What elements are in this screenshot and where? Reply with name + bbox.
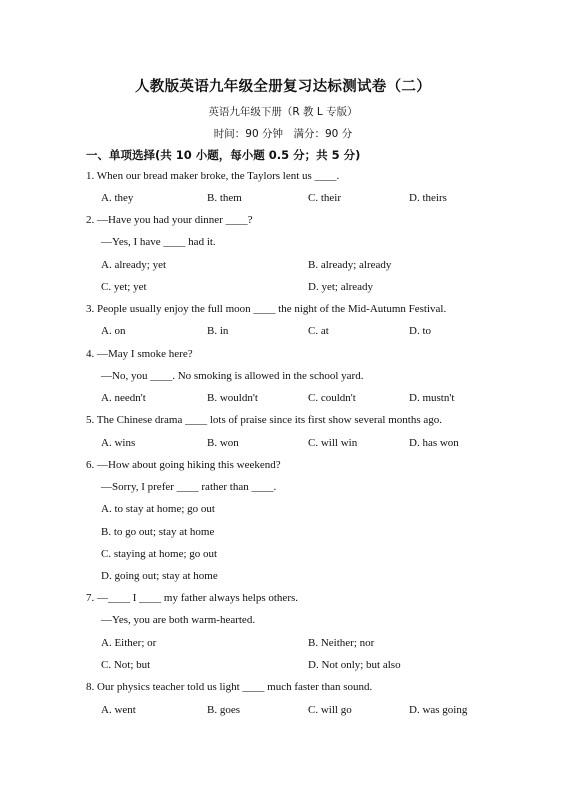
question-5-option-a: A. wins: [101, 437, 136, 449]
question-6-stem: 6. —How about going hiking this weekend?: [86, 459, 281, 471]
question-7-option-b: B. Neither; nor: [308, 637, 375, 649]
question-4-option-d: D. mustn't: [409, 392, 455, 404]
question-3-option-a: A. on: [101, 325, 126, 337]
question-6-dialog: —Sorry, I prefer ____ rather than ____.: [101, 481, 277, 493]
question-7-option-d: D. Not only; but also: [308, 659, 401, 671]
question-4-option-b: B. wouldn't: [207, 392, 258, 404]
question-8-option-b: B. goes: [207, 704, 240, 716]
question-8-option-a: A. went: [101, 704, 136, 716]
question-8-option-d: D. was going: [409, 704, 468, 716]
question-2-stem: 2. —Have you had your dinner ____?: [86, 214, 253, 226]
question-3-option-d: D. to: [409, 325, 431, 337]
question-3-option-c: C. at: [308, 325, 329, 337]
question-5-option-c: C. will win: [308, 437, 358, 449]
question-7-dialog: —Yes, you are both warm-hearted.: [101, 614, 256, 626]
question-7-option-a: A. Either; or: [101, 637, 157, 649]
question-8-option-c: C. will go: [308, 704, 352, 716]
question-5-option-b: B. won: [207, 437, 239, 449]
question-4-dialog: —No, you ____. No smoking is allowed in the school yard.: [101, 370, 364, 382]
section-heading: 一、单项选择(共 10 小题，每小题 0.5 分；共 5 分): [86, 148, 361, 162]
question-5-option-d: D. has won: [409, 437, 459, 449]
question-7-stem: 7. —____ I ____ my father always helps others.: [86, 592, 299, 604]
question-2-option-c: C. yet; yet: [101, 281, 147, 293]
question-5-stem: 5. The Chinese drama ____ lots of praise since its first show several months ago.: [86, 414, 443, 426]
question-2-option-b: B. already; already: [308, 259, 392, 271]
question-2-dialog: —Yes, I have ____ had it.: [101, 236, 216, 248]
question-6-option-a: A. to stay at home; go out: [101, 503, 215, 515]
question-3-stem: 3. People usually enjoy the full moon ____ the night of the Mid-Autumn Festival.: [86, 303, 447, 315]
exam-time-info: 时间：90 分钟 满分：90 分: [213, 128, 353, 140]
question-1-stem: 1. When our bread maker broke, the Taylors lent us ____.: [86, 170, 340, 182]
question-4-stem: 4. —May I smoke here?: [86, 348, 193, 360]
question-1-option-d: D. theirs: [409, 192, 447, 204]
question-1-option-c: C. their: [308, 192, 341, 204]
question-2-option-a: A. already; yet: [101, 259, 167, 271]
question-6-option-b: B. to go out; stay at home: [101, 526, 215, 538]
question-4-option-a: A. needn't: [101, 392, 146, 404]
question-6-option-c: C. staying at home; go out: [101, 548, 218, 560]
question-1-option-a: A. they: [101, 192, 134, 204]
question-4-option-c: C. couldn't: [308, 392, 356, 404]
exam-subtitle: 英语九年级下册（R 教 L 专版）: [208, 106, 358, 118]
question-2-option-d: D. yet; already: [308, 281, 374, 293]
question-7-option-c: C. Not; but: [101, 659, 151, 671]
question-6-option-d: D. going out; stay at home: [101, 570, 218, 582]
question-1-option-b: B. them: [207, 192, 242, 204]
question-8-stem: 8. Our physics teacher told us light ____ much faster than sound.: [86, 681, 373, 693]
exam-title: 人教版英语九年级全册复习达标测试卷（二）: [135, 79, 431, 95]
question-3-option-b: B. in: [207, 325, 229, 337]
